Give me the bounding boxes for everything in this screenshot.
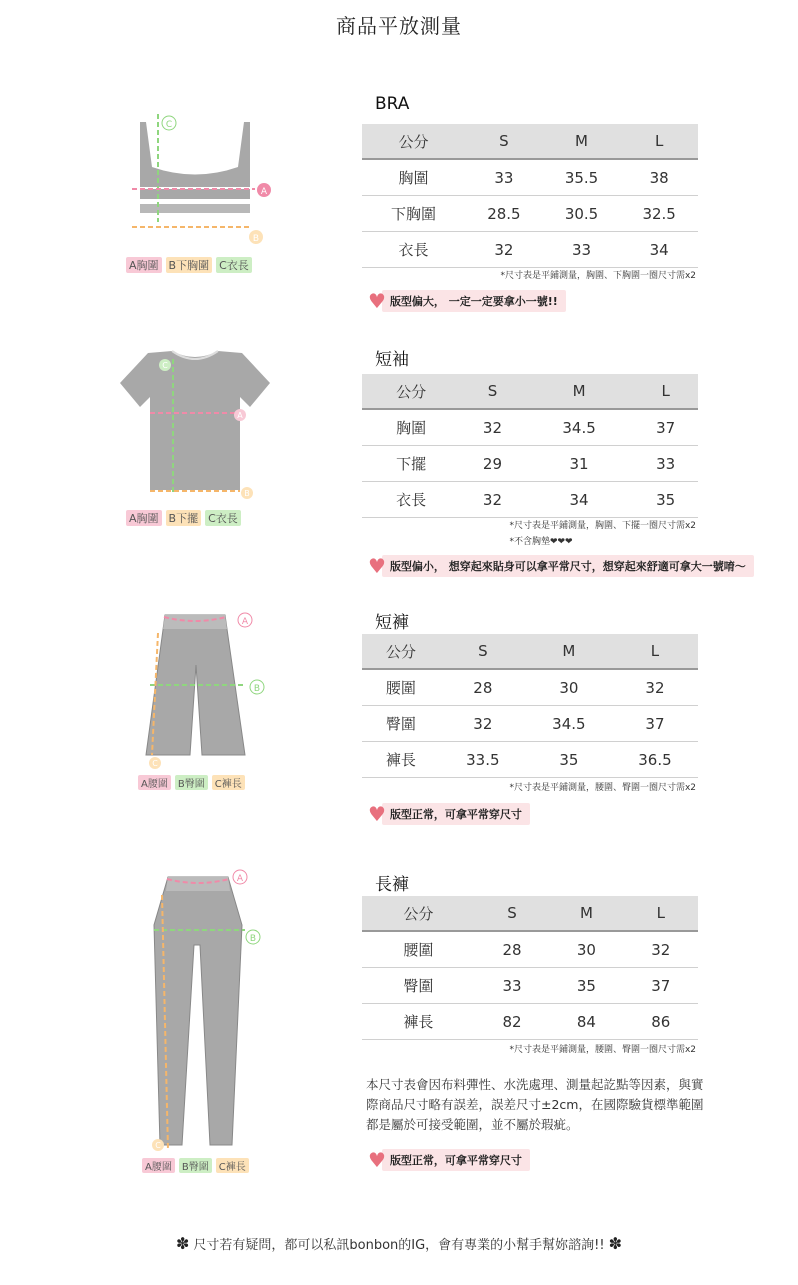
header-cell: L bbox=[612, 634, 698, 669]
header-cell: L bbox=[620, 124, 698, 159]
header-cell: S bbox=[475, 896, 549, 931]
cell: 32 bbox=[460, 482, 525, 518]
marker-a: A bbox=[241, 617, 249, 627]
table-row bbox=[362, 1004, 698, 1040]
table-header-row bbox=[362, 124, 698, 159]
row-label: 臀圍 bbox=[362, 968, 475, 1004]
note-line: *尺寸表是平鋪測量，胸圍、下胸圍一圈尺寸需x2 bbox=[500, 271, 696, 281]
table-row bbox=[362, 232, 698, 268]
cell: 34 bbox=[525, 482, 634, 518]
header-cell: M bbox=[549, 896, 623, 931]
cell: 35 bbox=[526, 742, 612, 778]
tip-text: 版型正常，可拿平常穿尺寸 bbox=[382, 1149, 530, 1171]
cell: 34 bbox=[620, 232, 698, 268]
cell: 35 bbox=[633, 482, 698, 518]
marker-b: B bbox=[252, 234, 260, 244]
legend-b: B下擺 bbox=[166, 510, 202, 526]
cell: 33.5 bbox=[440, 742, 526, 778]
header-cell: M bbox=[526, 634, 612, 669]
page-title: 商品平放測量 bbox=[336, 14, 462, 38]
row-label: 胸圍 bbox=[362, 159, 465, 196]
cell: 82 bbox=[475, 1004, 549, 1040]
header-cell: 公分 bbox=[362, 374, 460, 409]
row-label: 衣長 bbox=[362, 232, 465, 268]
measure-note bbox=[509, 1042, 696, 1058]
fit-tip bbox=[368, 555, 754, 577]
row-label: 下擺 bbox=[362, 446, 460, 482]
measure-note bbox=[509, 780, 696, 796]
heart-icon: ♥ bbox=[368, 289, 386, 313]
cell: 34.5 bbox=[525, 409, 634, 446]
fit-tip bbox=[368, 803, 530, 825]
measure-note bbox=[509, 518, 696, 550]
cell: 33 bbox=[633, 446, 698, 482]
table-row bbox=[362, 446, 698, 482]
cell: 32.5 bbox=[620, 196, 698, 232]
row-label: 衣長 bbox=[362, 482, 460, 518]
table-row bbox=[362, 742, 698, 778]
header-cell: 公分 bbox=[362, 896, 475, 931]
header-cell: 公分 bbox=[362, 634, 440, 669]
cell: 37 bbox=[612, 706, 698, 742]
table-row bbox=[362, 706, 698, 742]
header-cell: S bbox=[465, 124, 543, 159]
cell: 30 bbox=[526, 669, 612, 706]
legend-c: C褲長 bbox=[216, 1158, 249, 1173]
cell: 28.5 bbox=[465, 196, 543, 232]
marker-b: B bbox=[244, 489, 250, 498]
legend-c: C衣長 bbox=[205, 510, 241, 526]
cell: 30.5 bbox=[543, 196, 621, 232]
footer bbox=[0, 1234, 798, 1253]
row-label: 臀圍 bbox=[362, 706, 440, 742]
row-label: 腰圍 bbox=[362, 931, 475, 968]
legend-a: A腰圍 bbox=[138, 775, 171, 790]
header-cell: S bbox=[440, 634, 526, 669]
bra-legend bbox=[126, 257, 256, 273]
table-row bbox=[362, 968, 698, 1004]
legend-a: A胸圍 bbox=[126, 510, 162, 526]
marker-c: C bbox=[152, 759, 158, 768]
cell: 37 bbox=[633, 409, 698, 446]
size-table bbox=[362, 124, 698, 268]
legend-b: B臀圍 bbox=[179, 1158, 212, 1173]
shorts-illustration bbox=[110, 605, 280, 775]
size-table bbox=[362, 896, 698, 1040]
header-cell: M bbox=[525, 374, 634, 409]
cell: 33 bbox=[465, 159, 543, 196]
measure-note bbox=[500, 268, 696, 284]
tip-text: 版型偏大， 一定一定要拿小一號!! bbox=[382, 290, 566, 312]
marker-a: A bbox=[260, 187, 268, 197]
note-line: *尺寸表是平鋪測量，胸圍、下擺一圈尺寸需x2 bbox=[509, 521, 696, 531]
cell: 30 bbox=[549, 931, 623, 968]
cell: 32 bbox=[624, 931, 698, 968]
heart-icon: ♥ bbox=[368, 554, 386, 578]
heart-icon: ♥ bbox=[368, 802, 386, 826]
table-row bbox=[362, 669, 698, 706]
cell: 34.5 bbox=[526, 706, 612, 742]
fit-tip bbox=[368, 290, 566, 312]
section-title: 短袖 bbox=[375, 350, 409, 370]
section-title: 長褲 bbox=[375, 875, 409, 895]
table-row bbox=[362, 159, 698, 196]
note-line: *尺寸表是平鋪測量，腰圍、臀圍一圈尺寸需x2 bbox=[509, 1045, 696, 1055]
cell: 35.5 bbox=[543, 159, 621, 196]
marker-c: C bbox=[155, 1141, 161, 1150]
cell: 32 bbox=[465, 232, 543, 268]
cell: 31 bbox=[525, 446, 634, 482]
cell: 32 bbox=[460, 409, 525, 446]
note-line: *不含胸墊❤❤❤ bbox=[509, 537, 573, 547]
table-row bbox=[362, 196, 698, 232]
table-row bbox=[362, 482, 698, 518]
cell: 33 bbox=[543, 232, 621, 268]
legend-b: B臀圍 bbox=[175, 775, 208, 790]
section-title: 短褲 bbox=[375, 613, 409, 633]
table-row bbox=[362, 409, 698, 446]
marker-a: A bbox=[237, 411, 243, 420]
legend-b: B下胸圍 bbox=[166, 257, 213, 273]
cell: 33 bbox=[475, 968, 549, 1004]
flower-icon: ✽ bbox=[175, 1234, 190, 1253]
header-cell: L bbox=[624, 896, 698, 931]
cell: 29 bbox=[460, 446, 525, 482]
cell: 28 bbox=[440, 669, 526, 706]
shorts-legend bbox=[138, 775, 249, 790]
footer-text: 尺寸若有疑問，都可以私訊bonbon的IG，會有專業的小幫手幫妳諮詢!! bbox=[193, 1238, 605, 1253]
size-table bbox=[362, 374, 698, 518]
table-header-row bbox=[362, 634, 698, 669]
cell: 84 bbox=[549, 1004, 623, 1040]
row-label: 腰圍 bbox=[362, 669, 440, 706]
legend-c: C褲長 bbox=[212, 775, 245, 790]
section-title: BRA bbox=[375, 94, 410, 114]
disclaimer-text: 本尺寸表會因布料彈性、水洗處理、測量起訖點等因素，與實際商品尺寸略有誤差，誤差尺寸±2cm，在國際驗貨標準範圍都是屬於可接受範圍，並不屬於瑕疵。 bbox=[366, 1077, 704, 1132]
marker-a: A bbox=[236, 874, 244, 884]
cell: 28 bbox=[475, 931, 549, 968]
row-label: 下胸圍 bbox=[362, 196, 465, 232]
legend-c: C衣長 bbox=[216, 257, 252, 273]
tip-text: 版型正常，可拿平常穿尺寸 bbox=[382, 803, 530, 825]
bra-illustration bbox=[110, 112, 280, 262]
tip-text: 版型偏小， 想穿起來貼身可以拿平常尺寸，想穿起來舒適可拿大一號唷～ bbox=[382, 555, 754, 577]
heart-icon: ♥ bbox=[368, 1148, 386, 1172]
marker-c: C bbox=[165, 120, 173, 130]
header-cell: 公分 bbox=[362, 124, 465, 159]
row-label: 褲長 bbox=[362, 1004, 475, 1040]
marker-b: B bbox=[249, 934, 257, 944]
pants-legend bbox=[142, 1158, 253, 1173]
marker-c: C bbox=[162, 361, 168, 370]
row-label: 褲長 bbox=[362, 742, 440, 778]
header-cell: M bbox=[543, 124, 621, 159]
row-label: 胸圍 bbox=[362, 409, 460, 446]
cell: 37 bbox=[624, 968, 698, 1004]
flower-icon: ✽ bbox=[608, 1234, 623, 1253]
header-cell: S bbox=[460, 374, 525, 409]
legend-a: A腰圍 bbox=[142, 1158, 175, 1173]
fit-tip bbox=[368, 1149, 530, 1171]
size-table bbox=[362, 634, 698, 778]
cell: 86 bbox=[624, 1004, 698, 1040]
marker-b: B bbox=[253, 684, 261, 694]
table-header-row bbox=[362, 374, 698, 409]
table-row bbox=[362, 931, 698, 968]
header-cell: L bbox=[633, 374, 698, 409]
cell: 36.5 bbox=[612, 742, 698, 778]
note-line: *尺寸表是平鋪測量，腰圍、臀圍一圈尺寸需x2 bbox=[509, 783, 696, 793]
cell: 32 bbox=[612, 669, 698, 706]
cell: 38 bbox=[620, 159, 698, 196]
cell: 35 bbox=[549, 968, 623, 1004]
pants-illustration bbox=[110, 865, 280, 1155]
tshirt-illustration bbox=[110, 345, 280, 505]
table-header-row bbox=[362, 896, 698, 931]
legend-a: A胸圍 bbox=[126, 257, 162, 273]
cell: 32 bbox=[440, 706, 526, 742]
tshirt-legend bbox=[126, 510, 245, 526]
